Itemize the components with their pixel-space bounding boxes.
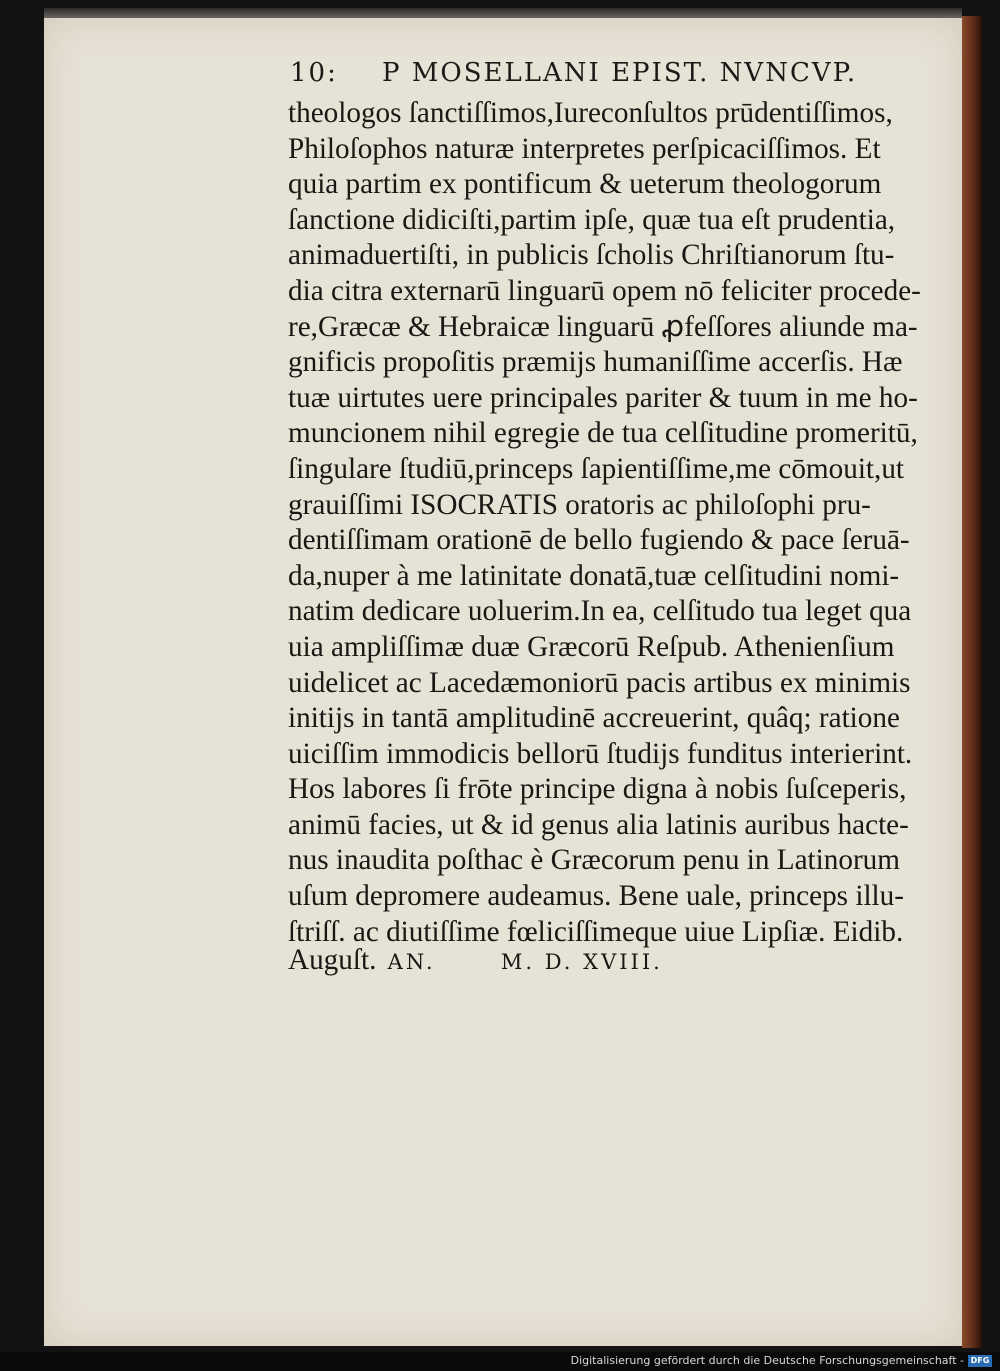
text-line: uſum depromere audeamus. Bene uale, princeps illu- (288, 880, 904, 913)
running-title: P MOSELLANI EPIST. NVNCVP. (382, 58, 858, 88)
text-line: dentiſſimam orationē de bello fugiendo & pace ſeruā- (288, 524, 910, 557)
colophon (288, 944, 663, 977)
text-line: tuæ uirtutes uere principales pariter & tuum in me ho- (288, 381, 918, 414)
text-line: da,nuper à me latinitate donatā,tuæ celſitudini nomi- (288, 559, 900, 592)
text-line: initijs in tantā amplitudinē accreuerint, quâq; ratione (288, 702, 900, 735)
text-line: uiciſſim immodicis bellorū ſtudijs funditus interierint. (288, 737, 913, 770)
text-line: quia partim ex pontificum & ueterum theologorum (288, 168, 882, 201)
text-line: muncionem nihil egregie de tua celſitudine promeritū, (288, 417, 918, 450)
text-line: Philoſophos naturæ interpretes perſpicaciſſimos. Et (288, 132, 881, 165)
text-line: animaduertiſti, in publicis ſcholis Chriſtianorum ſtu- (288, 239, 895, 272)
body-text (288, 96, 938, 950)
page-number: 10: (290, 58, 338, 88)
footer-credit: Digitalisierung gefördert durch die Deutsche Forschungsgemeinschaft - (570, 1354, 964, 1367)
page-top-edge (44, 8, 962, 18)
text-line: ſanctione didiciſti,partim ipſe, quæ tua eſt prudentia, (288, 203, 896, 236)
text-line: Hos labores ſi frōte principe digna à nobis ſuſceperis, (288, 773, 907, 806)
colophon-an: AN. (387, 950, 436, 974)
text-line: ſtriſſ. ac diutiſſime fœliciſſimeque uiue Lipſiæ. Eidib. (288, 915, 904, 948)
text-line: dia citra externarū linguarū opem nō feliciter procede- (288, 274, 921, 307)
text-line: gnificis propoſitis præmijs humaniſſime accerſis. Hæ (288, 346, 903, 379)
text-line: uia ampliſſimæ duæ Græcorū Reſpub. Athenienſium (288, 630, 895, 663)
text-line: natim dedicare uoluerim.In ea, celſitudo tua leget qua (288, 595, 912, 628)
text-line: animū facies, ut & id genus alia latinis auribus hacte- (288, 808, 909, 841)
text-line: theologos ſanctiſſimos,Iureconſultos prūdentiſſimos, (288, 97, 893, 129)
text-line: nus inaudita poſthac è Græcorum penu in Latinorum (288, 844, 900, 877)
text-line: uidelicet ac Lacedæmoniorū pacis artibus ex minimis (288, 666, 911, 699)
text-line: re,Græcæ & Hebraicæ linguarū ꝓfeſſores aliunde ma- (288, 310, 918, 343)
running-head (290, 58, 890, 94)
book-edge (962, 16, 982, 1348)
text-line: ſingulare ſtudiū,princeps ſapientiſſime,me cōmouit,ut (288, 452, 905, 485)
text-line: grauiſſimi ISOCRATIS oratoris ac philoſophi pru- (288, 488, 871, 521)
colophon-year: M. D. XVIII. (500, 950, 663, 974)
colophon-place: Auguſt. (288, 944, 377, 976)
dfg-logo-icon: DFG (968, 1355, 992, 1367)
